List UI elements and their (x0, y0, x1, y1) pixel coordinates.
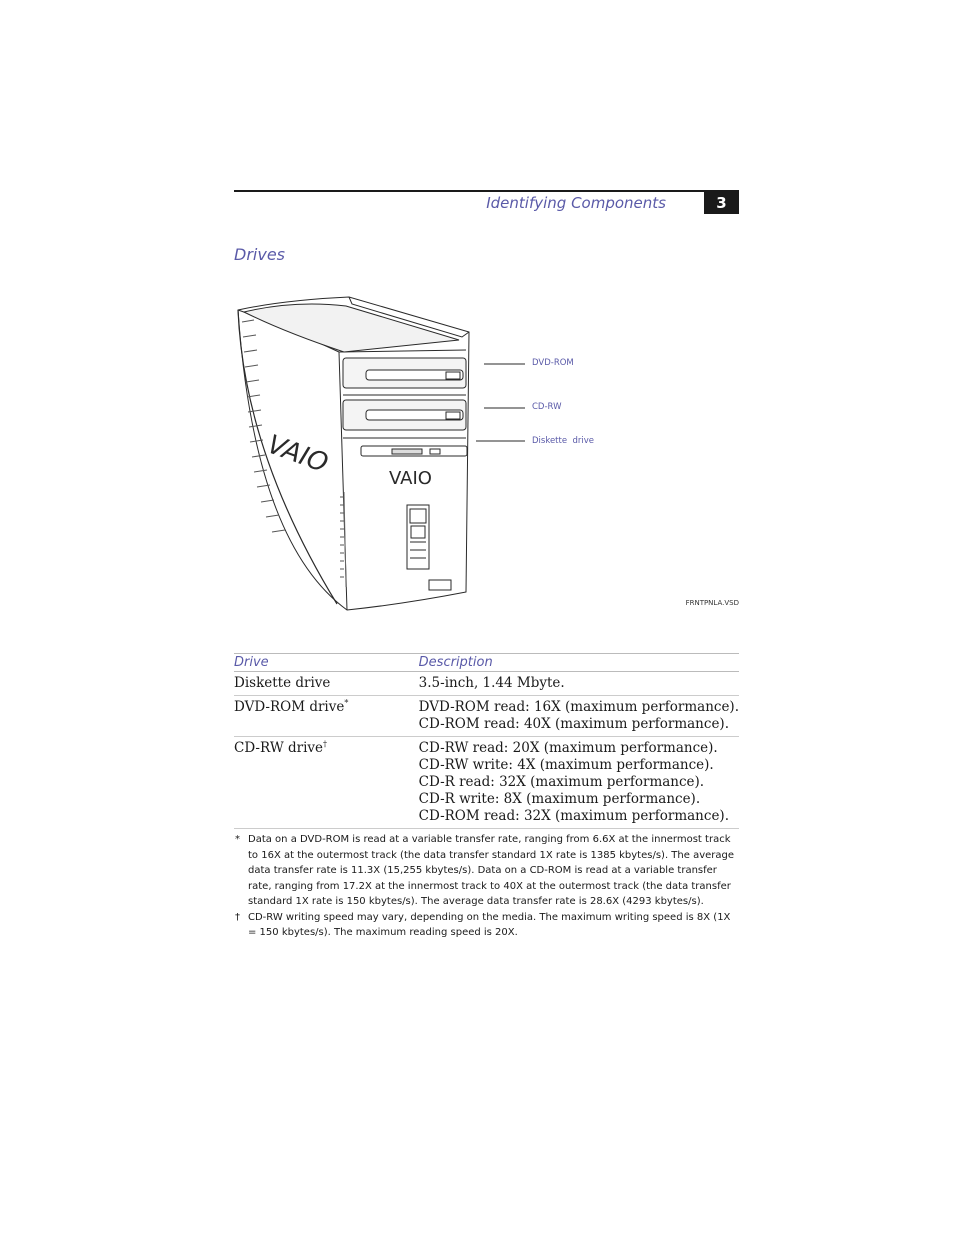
drive-cell (234, 696, 419, 737)
description-line: CD-RW read: 20X (maximum performance). (418, 740, 718, 756)
section-title: Drives (234, 245, 285, 264)
drives-table (234, 653, 739, 829)
figure-file-reference: FRNTPNLA.VSD (685, 599, 739, 607)
column-header-drive: Drive (234, 654, 419, 672)
drive-name: CD-RW drive (234, 740, 324, 756)
footnote-marker: * (344, 698, 349, 708)
description-cell (419, 672, 739, 696)
table-row (234, 696, 739, 737)
description-line: CD-R read: 32X (maximum performance). (418, 774, 705, 790)
description-line: CD-ROM read: 40X (maximum performance). (418, 716, 729, 732)
description-line: 3.5-inch, 1.44 Mbyte. (418, 675, 565, 691)
footnote (234, 910, 739, 941)
svg-text:VAIO: VAIO (389, 468, 432, 489)
header-rule (234, 190, 739, 192)
footnote-text: Data on a DVD-ROM is read at a variable transfer rate, ranging from 6.6X at the innermost track to 16X at the outermost track (the data transfer standard 1X rate is 1385 kbytes/s). The average data transfer rate is 11.3X (15,255 kbytes/s). Data on a CD-ROM is read at a variable transfer rate, ranging from 17.2X at the innermost track to 40X at the outermost track (the data transfer standard 1X rate is 150 kbytes/s). The average data transfer rate is 28.6X (4293 kbytes/s). (248, 834, 735, 907)
page-number: 3 (704, 192, 739, 214)
description-cell (419, 737, 739, 829)
drive-name: Diskette drive (234, 675, 331, 691)
description-line: DVD-ROM read: 16X (maximum performance). (418, 699, 739, 715)
callout-diskette-drive: Diskette drive (532, 436, 594, 446)
svg-text:VAIO: VAIO (263, 429, 332, 480)
footnote-mark: * (235, 834, 240, 845)
table-row (234, 672, 739, 696)
table-row (234, 737, 739, 829)
computer-tower-illustration (234, 292, 739, 614)
footnote-mark: † (235, 911, 240, 923)
drive-name: DVD-ROM drive (234, 699, 345, 715)
running-header-title: Identifying Components (486, 194, 666, 212)
column-header-description: Description (419, 654, 739, 672)
description-line: CD-RW write: 4X (maximum performance). (418, 757, 714, 773)
description-line: CD-R write: 8X (maximum performance). (418, 791, 701, 807)
footnote-marker: † (323, 739, 328, 749)
drive-cell (234, 737, 419, 829)
footnote-text: CD-RW writing speed may vary, depending on the media. The maximum writing speed is 8X (1X = 150 kbytes/s). The maximum reading speed is 20X. (248, 911, 731, 938)
callout-dvd-rom: DVD-ROM (532, 358, 574, 368)
drive-cell (234, 672, 419, 696)
table-header-row (234, 654, 739, 672)
description-line: CD-ROM read: 32X (maximum performance). (418, 808, 729, 824)
footnotes (234, 832, 739, 941)
description-cell (419, 696, 739, 737)
computer-front-figure (234, 292, 739, 614)
footnote (234, 832, 739, 910)
callout-cd-rw: CD-RW (532, 402, 562, 412)
